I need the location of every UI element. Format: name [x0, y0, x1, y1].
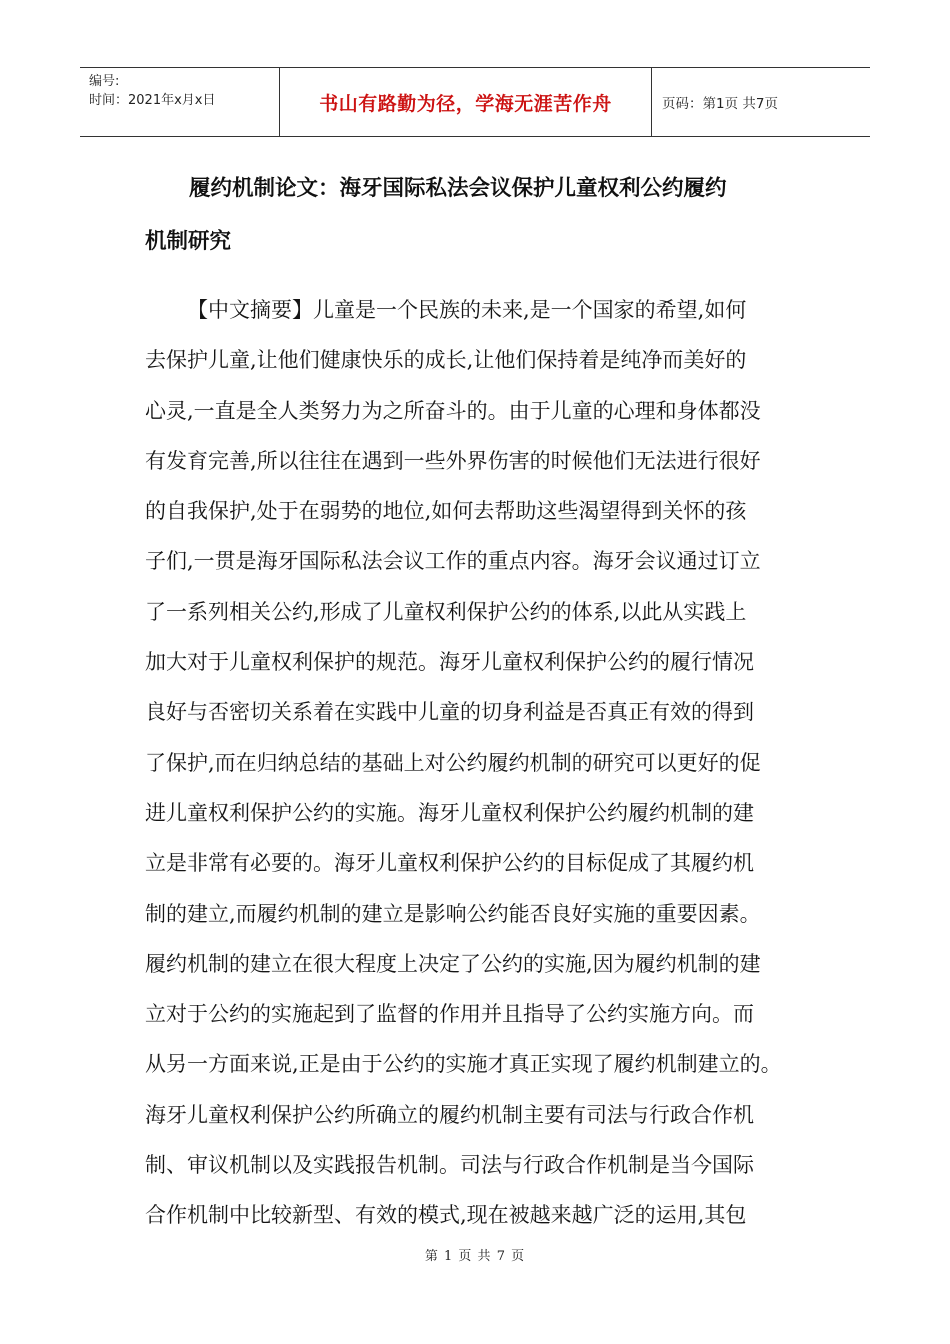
header-motto-cell [280, 68, 652, 136]
title-line-2: 机制研究 [145, 229, 232, 254]
header-page-info-cell [652, 68, 870, 136]
body-line: 【中文摘要】儿童是一个民族的未来,是一个国家的希望,如何 [187, 298, 747, 322]
body-line: 履约机制的建立在很大程度上决定了公约的实施,因为履约机制的建 [145, 951, 761, 976]
header-meta [80, 68, 280, 136]
page-footer [0, 1245, 950, 1264]
body-line: 了一系列相关公约,形成了儿童权利保护公约的体系,以此从实践上 [145, 599, 747, 624]
body-line: 子们,一贯是海牙国际私法会议工作的重点内容。海牙会议通过订立 [145, 549, 761, 574]
body-line: 心灵,一直是全人类努力为之所奋斗的。由于儿童的心理和身体都没 [145, 398, 761, 423]
body-line: 加大对于儿童权利保护的规范。海牙儿童权利保护公约的履行情况 [145, 650, 754, 675]
title-line-1: 履约机制论文：海牙国际私法会议保护儿童权利公约履约 [189, 176, 727, 201]
header-motto: 书山有路勤为径，学海无涯苦作舟 [319, 92, 612, 115]
body-line: 的自我保护,处于在弱势的地位,如何去帮助这些渴望得到关怀的孩 [145, 499, 747, 524]
document-header [80, 67, 870, 137]
header-page-info: 页码：第1页 共7页 [662, 96, 778, 112]
abstract-body [145, 285, 825, 1241]
body-line: 海牙儿童权利保护公约所确立的履约机制主要有司法与行政合作机 [145, 1102, 754, 1127]
body-line: 制的建立,而履约机制的建立是影响公约能否良好实施的重要因素。 [145, 901, 761, 926]
footer-page-number: 第 1 页 共 7 页 [424, 1249, 526, 1264]
time-label: 时间：2021年x月x日 [89, 93, 216, 108]
body-line: 良好与否密切关系着在实践中儿童的切身利益是否真正有效的得到 [145, 700, 754, 725]
body-line: 合作机制中比较新型、有效的模式,现在被越来越广泛的运用,其包 [145, 1203, 747, 1228]
body-line: 了保护,而在归纳总结的基础上对公约履约机制的研究可以更好的促 [145, 750, 761, 775]
body-line: 进儿童权利保护公约的实施。海牙儿童权利保护公约履约机制的建 [145, 800, 754, 825]
body-line: 立是非常有必要的。海牙儿童权利保护公约的目标促成了其履约机 [145, 851, 754, 876]
body-line: 制、审议机制以及实践报告机制。司法与行政合作机制是当今国际 [145, 1153, 754, 1178]
body-line: 从另一方面来说,正是由于公约的实施才真正实现了履约机制建立的。 [145, 1052, 782, 1077]
number-label: 编号: [89, 74, 120, 89]
body-line: 去保护儿童,让他们健康快乐的成长,让他们保持着是纯净而美好的 [145, 348, 747, 373]
body-line: 立对于公约的实施起到了监督的作用并且指导了公约实施方向。而 [145, 1002, 754, 1027]
document-title [145, 162, 810, 268]
body-line: 有发育完善,所以往往在遇到一些外界伤害的时候他们无法进行很好 [145, 448, 761, 473]
